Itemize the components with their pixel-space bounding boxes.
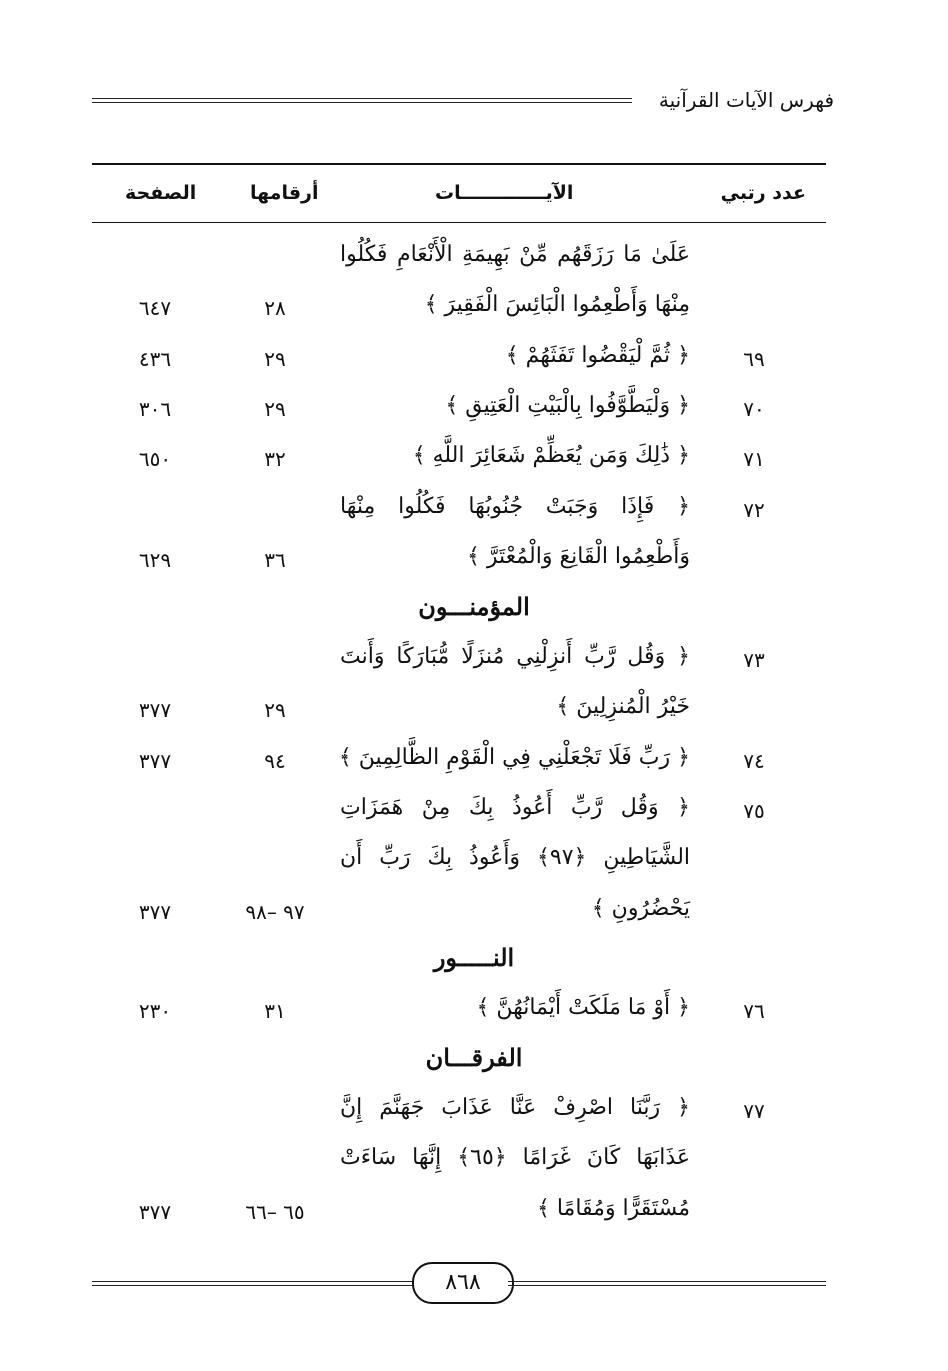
- header-bottom-rule: [92, 222, 826, 223]
- ayah-numbers: ٦٥ –٦٦: [245, 1199, 305, 1224]
- page-ref: ٤٣٦: [138, 346, 172, 371]
- page-ref: ٣٧٧: [138, 899, 172, 924]
- surah-heading: النـــــور: [433, 943, 515, 972]
- ayah-text: وَأَطْعِمُوا الْقَانِعَ وَالْمُعْتَرَّ ﴾: [467, 543, 690, 569]
- running-title: فهرس الآيات القرآنية: [658, 88, 834, 112]
- ayah-numbers: ٢٩: [264, 346, 286, 371]
- order-number: ٧٠: [743, 396, 765, 421]
- page-ref: ٦٥٠: [138, 447, 172, 472]
- index-row: [0, 492, 948, 532]
- running-head: [92, 88, 834, 116]
- surah-heading: الفرقـــان: [425, 1043, 523, 1072]
- page-ref: ٣٧٧: [138, 1199, 172, 1224]
- ayah-text: ﴿ وَقُل رَّبِّ أَعُوذُ بِكَ مِنْ هَمَزَاتِ: [340, 794, 690, 820]
- ayah-text: عَلَىٰ مَا رَزَقَهُم مِّنْ بَهِيمَةِ الْأَنْعَامِ فَكُلُوا: [340, 242, 690, 267]
- ayah-text: ﴿ وَلْيَطَّوَّفُوا بِالْبَيْتِ الْعَتِيقِ ﴾: [445, 392, 690, 418]
- page-ref: ٦٢٩: [138, 547, 172, 572]
- ayah-numbers: ٢٩: [264, 698, 286, 723]
- index-row: [0, 993, 948, 1033]
- page-ref: ٢٣٠: [138, 999, 172, 1023]
- index-row: [0, 1194, 948, 1234]
- ayah-text: يَحْضُرُونِ ﴾: [591, 895, 690, 921]
- ayah-text: خَيْرُ الْمُنزِلِينَ ﴾: [556, 694, 690, 720]
- col-ayah-heading: الآيـــــــــــــات: [435, 182, 574, 204]
- ayah-text: ﴿ أَوْ مَا مَلَكَتْ أَيْمَانُهُنَّ ﴾: [476, 995, 690, 1020]
- page-ref: ٣٠٦: [138, 396, 172, 421]
- order-number: ٧٦: [743, 999, 765, 1023]
- ayah-text: ﴿ وَقُل رَّبِّ أَنزِلْنِي مُنزَلًا مُّبَارَكًا وَأَنتَ: [340, 644, 690, 669]
- col-order-heading: عدد رتبي: [720, 182, 806, 204]
- surah-heading: المؤمنـــون: [418, 592, 530, 621]
- ayah-numbers: ٢٩: [264, 396, 286, 421]
- order-number: ٧٥: [743, 798, 765, 823]
- index-row: [0, 1093, 948, 1133]
- order-number: ٧٣: [743, 648, 765, 672]
- order-number: ٧٤: [743, 748, 765, 773]
- index-row: [0, 793, 948, 833]
- order-number: ٧٧: [743, 1099, 765, 1123]
- ayah-numbers: ٩٧ –٩٨: [245, 899, 305, 924]
- ayah-text: ﴿ رَبِّ فَلَا تَجْعَلْنِي فِي الْقَوْمِ الظَّالِمِينَ ﴾: [338, 744, 690, 770]
- footer-rule-right: [508, 1281, 826, 1286]
- page-ref: ٦٤٧: [138, 296, 172, 321]
- page-ref: ٣٧٧: [138, 698, 172, 723]
- ayah-text: ﴿ ثُمَّ لْيَقْضُوا تَفَثَهُمْ ﴾: [505, 342, 690, 368]
- index-row: [0, 240, 948, 280]
- index-row: [0, 1143, 948, 1183]
- order-number: ٧١: [743, 447, 765, 472]
- ayah-numbers: ٢٨: [264, 296, 286, 321]
- ayah-text: الشَّيَاطِينِ ﴿٩٧﴾ وَأَعُوذُ بِكَ رَبِّ أَن: [340, 845, 691, 871]
- page-number: ٨٦٨: [412, 1262, 514, 1304]
- index-row: [0, 290, 948, 330]
- footer-rule-left: [92, 1281, 414, 1286]
- ayah-text: ﴿ فَإِذَا وَجَبَتْ جُنُوبُهَا فَكُلُوا مِنْهَا: [340, 493, 690, 519]
- col-page-heading: الصفحة: [125, 182, 197, 204]
- running-head-rule: [92, 98, 632, 103]
- ayah-text: ﴿ رَبَّنَا اصْرِفْ عَنَّا عَذَابَ جَهَنَّمَ إِنَّ: [340, 1095, 690, 1120]
- index-row: [0, 441, 948, 481]
- ayah-numbers: ٣٢: [264, 447, 286, 472]
- index-row: [0, 642, 948, 682]
- index-row: [0, 692, 948, 732]
- page-ref: ٣٧٧: [138, 748, 172, 773]
- order-number: ٦٩: [743, 346, 765, 371]
- index-row: [0, 542, 948, 582]
- col-numbers-heading: أرقامها: [250, 182, 319, 204]
- index-row: [0, 843, 948, 883]
- index-row: [0, 894, 948, 934]
- index-row: [0, 341, 948, 381]
- ayah-numbers: ٩٤: [264, 748, 286, 773]
- ayah-numbers: ٣٦: [264, 547, 286, 572]
- index-row: [0, 743, 948, 783]
- ayah-text: مُسْتَقَرًّا وَمُقَامًا ﴾: [536, 1195, 690, 1221]
- ayah-text: عَذَابَهَا كَانَ غَرَامًا ﴿٦٥﴾ إِنَّهَا سَاءَتْ: [340, 1145, 690, 1171]
- header-top-rule: [92, 163, 826, 165]
- order-number: ٧٢: [743, 497, 765, 522]
- index-row: [0, 391, 948, 431]
- ayah-text: ﴿ ذَٰلِكَ وَمَن يُعَظِّمْ شَعَائِرَ اللَّهِ ﴾: [412, 443, 690, 469]
- ayah-numbers: ٣١: [264, 999, 286, 1023]
- ayah-text: مِنْهَا وَأَطْعِمُوا الْبَائِسَ الْفَقِيرَ ﴾: [424, 292, 690, 318]
